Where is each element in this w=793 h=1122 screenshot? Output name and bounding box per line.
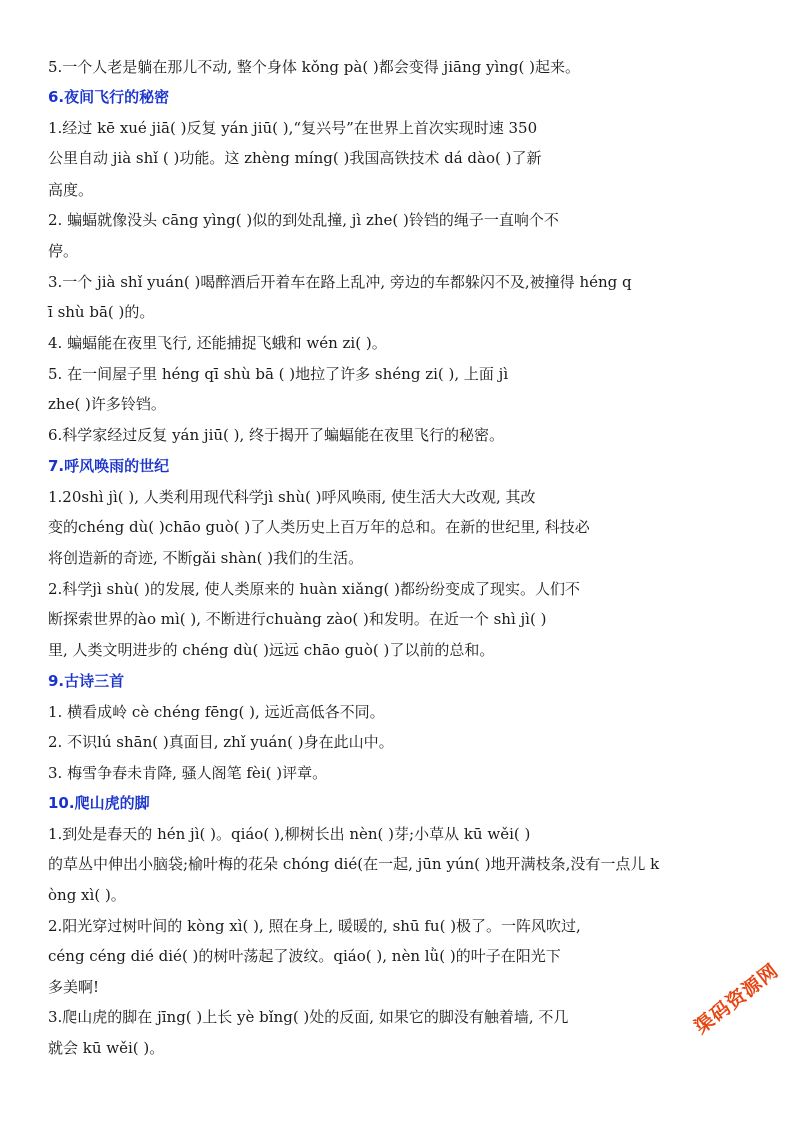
text-line: 5. 在一间屋子里 héng qī shù bā ( )地拉了许多 shéng zi( ), 上面 jì: [48, 365, 509, 383]
section-heading: 10.爬山虎的脚: [48, 794, 150, 812]
text-line: 4. 蝙蝠能在夜里飞行, 还能捕捉飞蛾和 wén zi( )。: [48, 334, 387, 352]
text-line: 多美啊!: [48, 978, 100, 996]
text-line: 1. 横看成岭 cè chéng fēng( ), 远近高低各不同。: [48, 703, 385, 721]
text-line: 1.到处是春天的 hén jì( )。qiáo( ),柳树长出 nèn( )芽;小草从 kū wěi( ): [48, 825, 531, 843]
text-line: 1.经过 kē xué jiā( )反复 yán jiū( ),“复兴号”在世界上首次实现时速 350: [48, 119, 538, 137]
text-line: 高度。: [48, 181, 94, 199]
text-line: 变的chéng dù( )chāo guò( )了人类历史上百万年的总和。在新的世纪里, 科技必: [48, 518, 590, 536]
text-line: 2. 蝙蝠就像没头 cāng yìng( )似的到处乱撞, jì zhe( )铃铛的绳子一直响个不: [48, 211, 559, 229]
text-line: 2. 不识lú shān( )真面目, zhǐ yuán( )身在此山中。: [48, 733, 394, 751]
text-line: 3.一个 jià shǐ yuán( )喝醉酒后开着车在路上乱冲, 旁边的车都躲闪不及,被撞得 héng q: [48, 273, 632, 291]
section-heading: 6.夜间飞行的秘密: [48, 88, 170, 106]
text-line: 停。: [48, 242, 79, 260]
text-line: 3. 梅雪争春未肯降, 骚人阁笔 fèi( )评章。: [48, 764, 328, 782]
text-line: 将创造新的奇迹, 不断gǎi shàn( )我们的生活。: [48, 549, 364, 567]
text-line: 的草丛中伸出小脑袋;榆叶梅的花朵 chóng dié(在一起, jūn yún( )地开满枝条,没有一点儿 k: [48, 855, 660, 873]
text-line: zhe( )许多铃铛。: [48, 395, 166, 413]
text-line: ī shù bā( )的。: [48, 303, 155, 321]
text-line: 3.爬山虎的脚在 jīng( )上长 yè bǐng( )处的反面, 如果它的脚没有触着墙, 不几: [48, 1008, 569, 1026]
text-line: 1.20shì jì( ), 人类利用现代科学jì shù( )呼风唤雨, 使生活大大改观, 其改: [48, 488, 536, 506]
text-line: 2.阳光穿过树叶间的 kòng xì( ), 照在身上, 暖暖的, shū fu( )极了。一阵风吹过,: [48, 917, 581, 935]
text-line: 公里自动 jià shǐ ( )功能。这 zhèng míng( )我国高铁技术 dá dào( )了新: [48, 149, 542, 167]
text-line: òng xì( )。: [48, 886, 126, 904]
watermark: 渠码资源网: [690, 959, 783, 1039]
text-line: céng céng dié dié( )的树叶荡起了波纹。qiáo( ), nèn lǜ( )的叶子在阳光下: [48, 947, 561, 965]
text-line: 里, 人类文明进步的 chéng dù( )远远 chāo guò( )了以前的总和。: [48, 641, 495, 659]
text-line: 就会 kū wěi( )。: [48, 1039, 165, 1057]
text-line: 2.科学jì shù( )的发展, 使人类原来的 huàn xiǎng( )都纷纷变成了现实。人们不: [48, 580, 580, 598]
text-line: 5.一个人老是躺在那儿不动, 整个身体 kǒng pà( )都会变得 jiāng yìng( )起来。: [48, 58, 580, 76]
section-heading: 7.呼风唤雨的世纪: [48, 457, 170, 475]
section-heading: 9.古诗三首: [48, 672, 125, 690]
text-line: 6.科学家经过反复 yán jiū( ), 终于揭开了蝙蝠能在夜里飞行的秘密。: [48, 426, 505, 444]
text-line: 断探索世界的ào mì( ), 不断进行chuàng zào( )和发明。在近一个 shì jì( ): [48, 610, 547, 628]
